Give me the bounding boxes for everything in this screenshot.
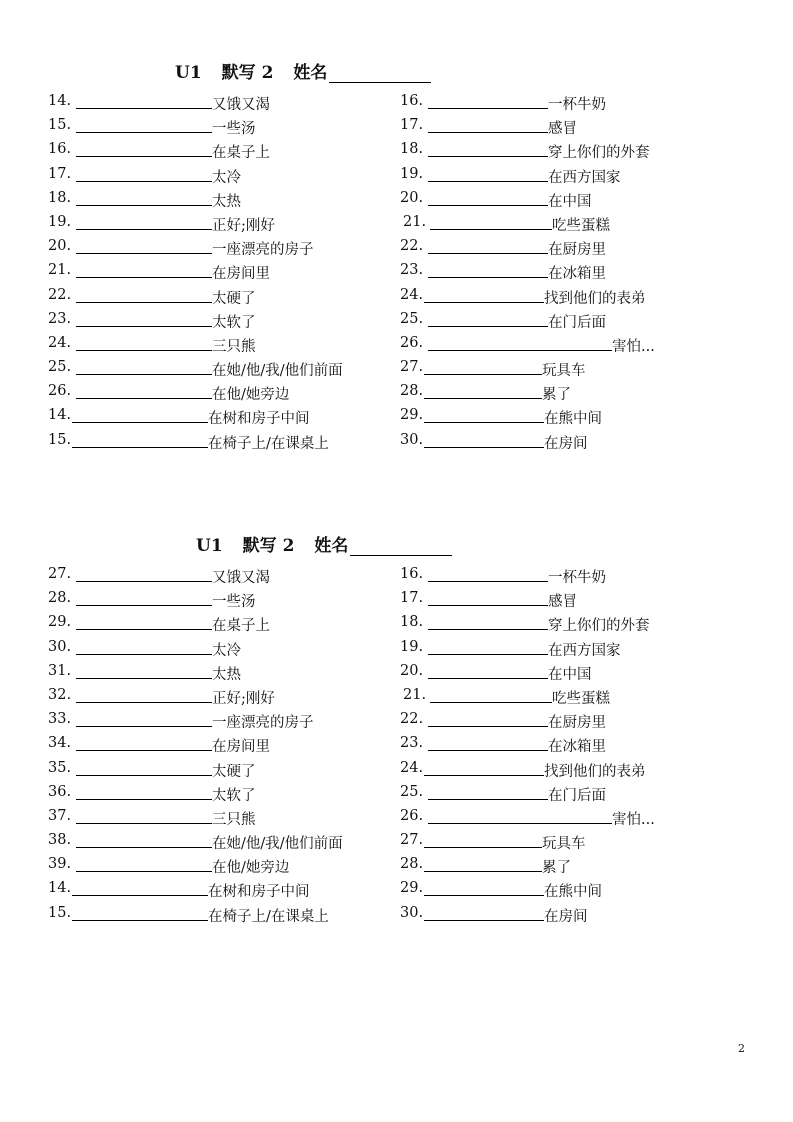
chinese-prompt: 太软了 <box>212 787 256 804</box>
item-number: 27. <box>400 359 424 376</box>
chinese-prompt: 害怕... <box>612 811 655 828</box>
answer-blank[interactable] <box>428 311 548 327</box>
chinese-prompt: 害怕... <box>612 338 655 355</box>
item-number: 14. <box>48 93 72 109</box>
answer-blank[interactable] <box>430 214 552 230</box>
chinese-prompt: 在熊中间 <box>544 411 602 428</box>
chinese-prompt: 在桌子上 <box>212 618 270 635</box>
chinese-prompt: 又饿又渴 <box>212 570 270 586</box>
item-number: 29. <box>400 407 424 424</box>
chinese-prompt: 在桌子上 <box>212 145 270 162</box>
name-label: 姓名 <box>293 63 328 83</box>
answer-blank[interactable] <box>428 141 548 157</box>
chinese-prompt: 正好;刚好 <box>212 217 275 234</box>
item-number: 30. <box>400 904 424 921</box>
chinese-prompt: 正好;刚好 <box>212 690 275 707</box>
item-number: 19. <box>48 213 72 230</box>
chinese-prompt: 感冒 <box>548 594 577 611</box>
worksheet-header <box>196 531 452 556</box>
item-number: 36. <box>48 783 72 800</box>
item-number: 26. <box>400 807 424 824</box>
item-number: 23. <box>48 310 72 327</box>
chinese-prompt: 穿上你们的外套 <box>548 145 650 162</box>
answer-blank[interactable] <box>424 383 542 399</box>
answer-blank[interactable] <box>424 432 544 448</box>
item-number: 23. <box>400 735 424 752</box>
item-number: 25. <box>48 359 72 376</box>
item-number: 25. <box>400 783 424 800</box>
answer-blank[interactable] <box>76 590 212 606</box>
chinese-prompt: 玩具车 <box>542 363 586 380</box>
item-number: 17. <box>400 117 424 134</box>
item-number: 20. <box>400 662 424 679</box>
item-number: 17. <box>48 165 72 182</box>
item-number: 19. <box>400 638 424 655</box>
item-number: 32. <box>48 686 72 703</box>
item-number: 28. <box>400 383 424 400</box>
answer-blank[interactable] <box>428 566 548 582</box>
item-number: 14. <box>48 880 72 897</box>
answer-blank[interactable] <box>428 590 548 606</box>
answer-blank[interactable] <box>76 784 212 800</box>
answer-blank[interactable] <box>76 832 212 848</box>
chinese-prompt: 在他/她旁边 <box>212 860 290 877</box>
answer-blank[interactable] <box>424 856 542 872</box>
answer-blank[interactable] <box>76 166 212 182</box>
answer-blank[interactable] <box>424 832 542 848</box>
answer-blank[interactable] <box>76 93 212 109</box>
item-number: 14. <box>48 407 72 424</box>
item-number: 28. <box>48 590 72 607</box>
answer-blank[interactable] <box>76 141 212 157</box>
answer-blank[interactable] <box>76 287 212 303</box>
item-number: 24. <box>400 759 424 776</box>
chinese-prompt: 在她/他/我/他们前面 <box>212 363 343 380</box>
answer-blank[interactable] <box>76 639 212 655</box>
item-number: 30. <box>400 431 424 448</box>
item-number: 38. <box>48 832 72 849</box>
chinese-prompt: 在椅子上/在课桌上 <box>208 435 329 452</box>
name-blank[interactable] <box>350 539 452 556</box>
chinese-prompt: 吃些蛋糕 <box>552 217 610 234</box>
answer-blank[interactable] <box>76 311 212 327</box>
item-number: 16. <box>400 566 424 582</box>
chinese-prompt: 在房间里 <box>212 739 270 756</box>
chinese-prompt: 一些汤 <box>212 121 256 138</box>
answer-blank[interactable] <box>428 735 548 751</box>
item-number: 30. <box>48 638 72 655</box>
answer-blank[interactable] <box>428 238 548 254</box>
chinese-prompt: 在他/她旁边 <box>212 387 290 404</box>
chinese-prompt: 感冒 <box>548 121 577 138</box>
chinese-prompt: 在厨房里 <box>548 242 606 259</box>
item-number: 29. <box>400 880 424 897</box>
chinese-prompt: 三只熊 <box>212 811 256 828</box>
answer-blank[interactable] <box>424 407 544 423</box>
answer-blank[interactable] <box>76 566 212 582</box>
chinese-prompt: 在她/他/我/他们前面 <box>212 836 343 853</box>
item-number: 20. <box>400 189 424 206</box>
answer-blank[interactable] <box>76 238 212 254</box>
item-number: 27. <box>48 566 72 582</box>
chinese-prompt: 在椅子上/在课桌上 <box>208 908 329 925</box>
item-number: 25. <box>400 310 424 327</box>
item-number: 15. <box>48 904 72 921</box>
answer-blank[interactable] <box>76 117 212 133</box>
answer-blank[interactable] <box>76 735 212 751</box>
answer-blank[interactable] <box>428 117 548 133</box>
answer-blank[interactable] <box>428 808 612 824</box>
answer-blank[interactable] <box>430 687 552 703</box>
answer-blank[interactable] <box>76 214 212 230</box>
chinese-prompt: 太热 <box>212 193 241 210</box>
answer-blank[interactable] <box>76 760 212 776</box>
chinese-prompt: 在冰箱里 <box>548 739 606 756</box>
item-number: 17. <box>400 590 424 607</box>
chinese-prompt: 太软了 <box>212 314 256 331</box>
item-number: 24. <box>400 286 424 303</box>
item-number: 18. <box>400 141 424 158</box>
chinese-prompt: 一座漂亮的房子 <box>212 715 314 732</box>
answer-blank[interactable] <box>76 359 212 375</box>
answer-blank[interactable] <box>428 166 548 182</box>
answer-blank[interactable] <box>76 663 212 679</box>
chinese-prompt: 太冷 <box>212 642 241 659</box>
item-number: 35. <box>48 759 72 776</box>
item-number: 33. <box>48 711 72 728</box>
item-number: 22. <box>48 286 72 303</box>
item-number: 21. <box>403 213 427 230</box>
name-blank[interactable] <box>329 66 431 83</box>
answer-blank[interactable] <box>428 262 548 278</box>
chinese-prompt: 吃些蛋糕 <box>552 690 610 707</box>
chinese-prompt: 在中国 <box>548 666 592 683</box>
chinese-prompt: 在厨房里 <box>548 715 606 732</box>
item-number: 18. <box>400 614 424 631</box>
chinese-prompt: 在中国 <box>548 193 592 210</box>
unit-label: U1 <box>175 63 202 83</box>
item-number: 20. <box>48 238 72 255</box>
chinese-prompt: 穿上你们的外套 <box>548 618 650 635</box>
chinese-prompt: 在房间 <box>544 435 588 452</box>
item-number: 15. <box>48 431 72 448</box>
answer-blank[interactable] <box>76 190 212 206</box>
chinese-prompt: 找到他们的表弟 <box>544 290 646 307</box>
chinese-prompt: 在树和房子中间 <box>208 411 310 428</box>
answer-blank[interactable] <box>76 614 212 630</box>
item-number: 16. <box>48 141 72 158</box>
answer-blank[interactable] <box>76 687 212 703</box>
answer-blank[interactable] <box>424 905 544 921</box>
item-number: 37. <box>48 807 72 824</box>
item-number: 23. <box>400 262 424 279</box>
chinese-prompt: 三只熊 <box>212 338 256 355</box>
answer-blank[interactable] <box>428 190 548 206</box>
chinese-prompt: 太硬了 <box>212 290 256 307</box>
chinese-prompt: 累了 <box>542 860 571 877</box>
answer-blank[interactable] <box>424 760 544 776</box>
chinese-prompt: 在门后面 <box>548 314 606 331</box>
answer-blank[interactable] <box>76 335 212 351</box>
answer-blank[interactable] <box>76 856 212 872</box>
chinese-prompt: 一杯牛奶 <box>548 97 606 113</box>
answer-blank[interactable] <box>76 383 212 399</box>
chinese-prompt: 一杯牛奶 <box>548 570 606 586</box>
name-label: 姓名 <box>314 536 349 556</box>
item-number: 24. <box>48 334 72 351</box>
answer-blank[interactable] <box>424 287 544 303</box>
item-number: 27. <box>400 832 424 849</box>
answer-blank[interactable] <box>76 711 212 727</box>
chinese-prompt: 在房间里 <box>212 266 270 283</box>
answer-blank[interactable] <box>424 359 542 375</box>
chinese-prompt: 太硬了 <box>212 763 256 780</box>
answer-blank[interactable] <box>424 880 544 896</box>
answer-blank[interactable] <box>428 784 548 800</box>
worksheet-header <box>175 58 431 83</box>
chinese-prompt: 在西方国家 <box>548 169 621 186</box>
chinese-prompt: 累了 <box>542 387 571 404</box>
unit-label: U1 <box>196 536 223 556</box>
answer-blank[interactable] <box>428 93 548 109</box>
chinese-prompt: 在西方国家 <box>548 642 621 659</box>
answer-blank[interactable] <box>428 663 548 679</box>
chinese-prompt: 在冰箱里 <box>548 266 606 283</box>
answer-blank[interactable] <box>72 432 208 448</box>
chinese-prompt: 太热 <box>212 666 241 683</box>
answer-blank[interactable] <box>76 262 212 278</box>
item-number: 19. <box>400 165 424 182</box>
chinese-prompt: 找到他们的表弟 <box>544 763 646 780</box>
chinese-prompt: 在门后面 <box>548 787 606 804</box>
chinese-prompt: 玩具车 <box>542 836 586 853</box>
item-number: 21. <box>403 686 427 703</box>
chinese-prompt: 一座漂亮的房子 <box>212 242 314 259</box>
answer-blank[interactable] <box>428 614 548 630</box>
chinese-prompt: 太冷 <box>212 169 241 186</box>
item-number: 18. <box>48 189 72 206</box>
item-number: 26. <box>400 334 424 351</box>
chinese-prompt: 在熊中间 <box>544 884 602 901</box>
item-number: 34. <box>48 735 72 752</box>
item-number: 28. <box>400 856 424 873</box>
chinese-prompt: 在树和房子中间 <box>208 884 310 901</box>
answer-blank[interactable] <box>428 335 612 351</box>
answer-blank[interactable] <box>76 808 212 824</box>
item-number: 26. <box>48 383 72 400</box>
page-number: 2 <box>738 1042 745 1055</box>
worksheet-title: 默写 2 <box>221 63 274 83</box>
answer-blank[interactable] <box>428 711 548 727</box>
item-number: 39. <box>48 856 72 873</box>
chinese-prompt: 一些汤 <box>212 594 256 611</box>
item-number: 21. <box>48 262 72 279</box>
answer-blank[interactable] <box>72 880 208 896</box>
answer-blank[interactable] <box>72 407 208 423</box>
worksheet-title: 默写 2 <box>242 536 295 556</box>
item-number: 22. <box>400 711 424 728</box>
chinese-prompt: 在房间 <box>544 908 588 925</box>
item-number: 31. <box>48 662 72 679</box>
item-number: 15. <box>48 117 72 134</box>
item-number: 29. <box>48 614 72 631</box>
answer-blank[interactable] <box>428 639 548 655</box>
answer-blank[interactable] <box>72 905 208 921</box>
item-number: 22. <box>400 238 424 255</box>
item-number: 16. <box>400 93 424 109</box>
chinese-prompt: 又饿又渴 <box>212 97 270 113</box>
